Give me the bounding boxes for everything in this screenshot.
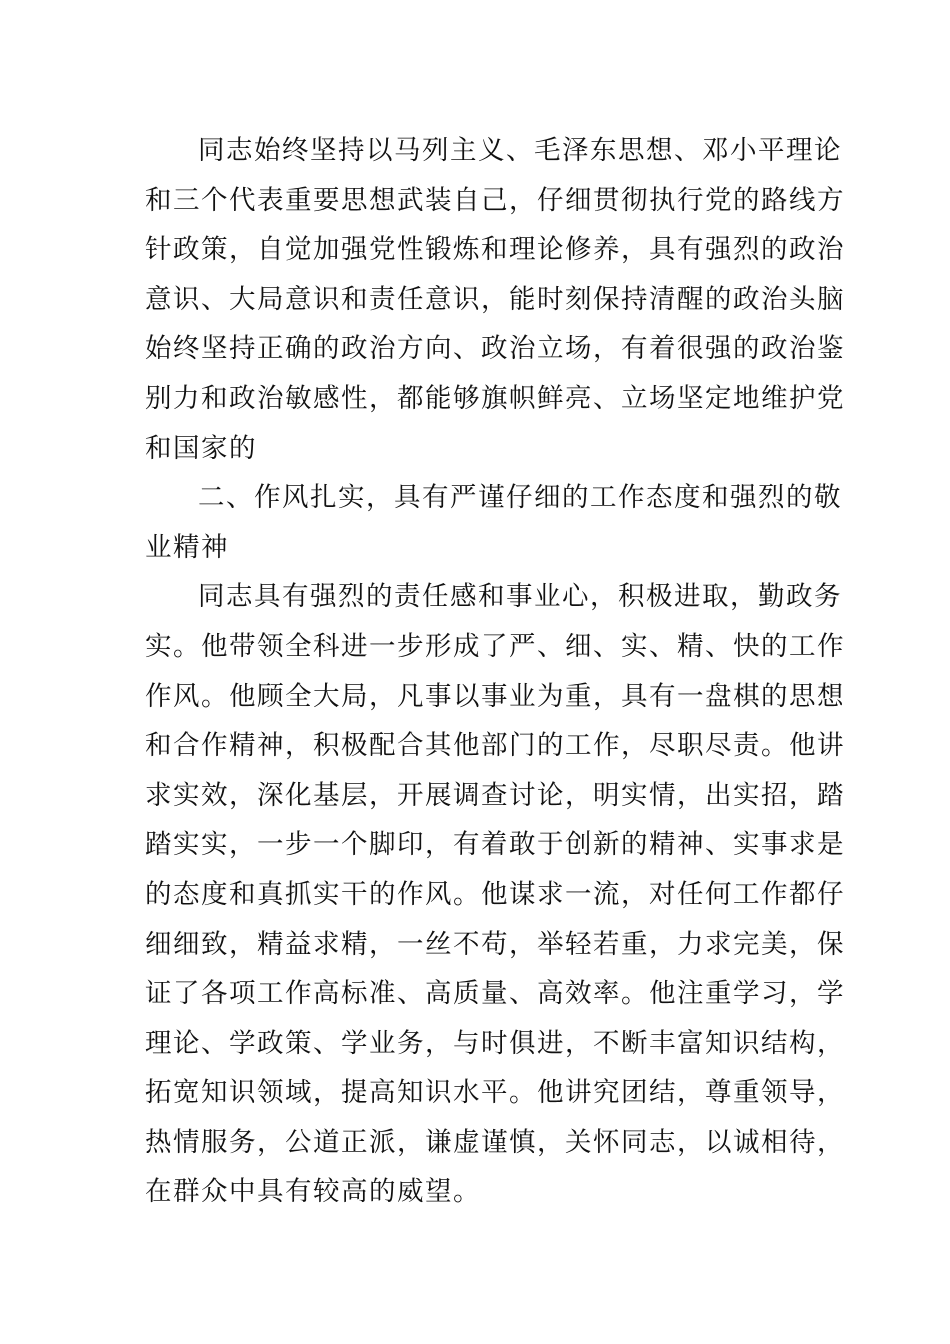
text-line: 热情服务，公道正派，谦虚谨慎，关怀同志，以诚相待， <box>145 1126 845 1158</box>
text-line: 意识、大局意识和责任意识，能时刻保持清醒的政治头脑 <box>145 283 845 315</box>
text-line: 别力和政治敏感性，都能够旗帜鲜亮、立场坚定地维护党 <box>145 382 845 414</box>
text-line: 实。他带领全科进一步形成了严、细、实、精、快的工作 <box>145 630 845 662</box>
text-line: 拓宽知识领域，提高知识水平。他讲究团结，尊重领导， <box>145 1077 845 1109</box>
text-line: 作风。他顾全大局，凡事以事业为重，具有一盘棋的思想 <box>145 680 845 712</box>
heading-line: 业精神 <box>145 531 229 563</box>
text-line: 针政策，自觉加强党性锻炼和理论修养，具有强烈的政治 <box>145 234 845 266</box>
text-line: 理论、学政策、学业务，与时俱进，不断丰富知识结构， <box>145 1027 845 1059</box>
text-line: 和三个代表重要思想武装自己，仔细贯彻执行党的路线方 <box>145 184 845 216</box>
text-line: 踏实实，一步一个脚印，有着敢于创新的精神、实事求是 <box>145 829 845 861</box>
text-line: 证了各项工作高标准、高质量、高效率。他注重学习，学 <box>145 978 845 1010</box>
text-line: 和国家的 <box>145 432 257 464</box>
text-line: 在群众中具有较高的威望。 <box>145 1176 481 1208</box>
paragraph-political-quality <box>145 126 845 473</box>
heading-line: 二、作风扎实，具有严谨仔细的工作态度和强烈的敬 <box>198 482 842 514</box>
text-line: 细细致，精益求精，一丝不苟，举轻若重，力求完美，保 <box>145 928 845 960</box>
text-line: 同志始终坚持以马列主义、毛泽东思想、邓小平理论 <box>198 135 842 166</box>
text-line: 求实效，深化基层，开展调查讨论，明实情，出实招，踏 <box>145 779 845 811</box>
text-line: 和合作精神，积极配合其他部门的工作，尽职尽责。他讲 <box>145 730 845 762</box>
paragraph-work-style <box>145 572 845 1217</box>
text-line: 始终坚持正确的政治方向、政治立场，有着很强的政治鉴 <box>145 333 845 365</box>
document-body <box>145 126 845 1217</box>
text-line: 的态度和真抓实干的作风。他谋求一流，对任何工作都仔 <box>145 878 845 910</box>
section-heading <box>145 473 842 572</box>
text-line: 同志具有强烈的责任感和事业心，积极进取，勤政务 <box>198 581 842 613</box>
